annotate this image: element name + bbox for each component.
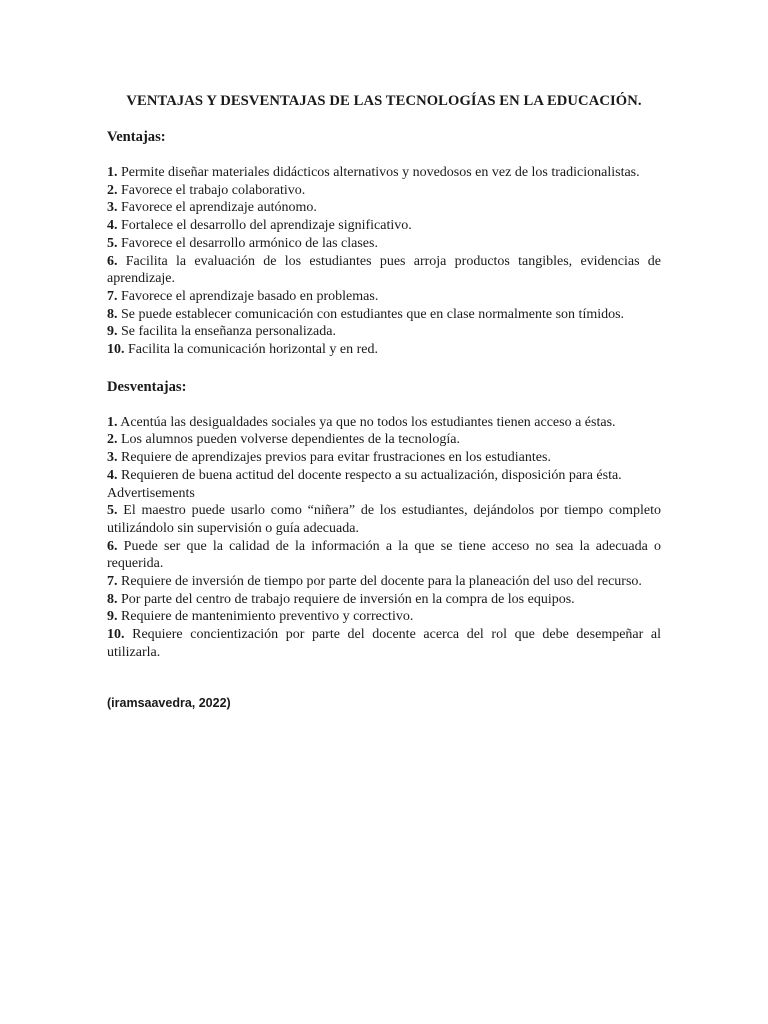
list-item — [107, 217, 661, 235]
item-text: Favorece el aprendizaje basado en problemas. — [121, 288, 379, 304]
desventajas-list — [107, 414, 661, 662]
item-number: 9. — [107, 609, 118, 625]
list-item — [107, 573, 661, 591]
item-number: 6. — [107, 538, 118, 554]
item-text: Facilita la evaluación de los estudiantes pues arroja productos tangibles, evidencias de aprendizaje. — [107, 253, 662, 287]
item-number: 10. — [107, 627, 125, 643]
item-number: 8. — [107, 591, 118, 607]
item-number: 5. — [107, 235, 118, 251]
ventajas-list — [107, 164, 661, 359]
list-item — [107, 164, 661, 182]
document-page — [107, 92, 661, 711]
list-item — [107, 306, 661, 324]
list-item — [107, 591, 661, 609]
item-text: Acentúa las desigualdades sociales ya que no todos los estudiantes tienen acceso a éstas. — [120, 414, 616, 430]
list-item — [107, 608, 661, 626]
item-number: 9. — [107, 324, 118, 340]
item-number: 2. — [107, 432, 118, 448]
document-title: VENTAJAS Y DESVENTAJAS DE LAS TECNOLOGÍAS EN LA EDUCACIÓN. — [126, 93, 642, 109]
item-number: 5. — [107, 503, 118, 519]
item-text: El maestro puede usarlo como “niñera” de los estudiantes, dejándolos por tiempo completo utilizándolo sin supervisión o guía adecuada. — [107, 503, 662, 536]
item-number: 4. — [107, 218, 118, 234]
item-text: Favorece el aprendizaje autónomo. — [121, 200, 317, 216]
desventajas-heading: Desventajas: — [107, 378, 187, 395]
item-number: 3. — [107, 450, 118, 466]
item-text: Requiere de aprendizajes previos para evitar frustraciones en los estudiantes. — [121, 450, 551, 466]
item-text: Requieren de buena actitud del docente respecto a su actualización, disposición para ésta. — [121, 467, 622, 483]
item-number: 8. — [107, 306, 118, 322]
item-text: Facilita la comunicación horizontal y en red. — [128, 342, 378, 358]
item-number: 3. — [107, 200, 118, 216]
item-text: Favorece el desarrollo armónico de las clases. — [121, 235, 378, 251]
list-item — [107, 288, 661, 306]
item-number: 4. — [107, 467, 118, 483]
item-text: Favorece el trabajo colaborativo. — [121, 182, 306, 198]
list-item — [107, 414, 661, 432]
item-number: 2. — [107, 182, 118, 198]
list-item — [107, 431, 661, 449]
item-text: Requiere concientización por parte del docente acerca del rol que debe desempeñar al utilizarla. — [107, 627, 662, 660]
list-item — [107, 323, 661, 341]
item-number: 7. — [107, 574, 118, 590]
item-text: Permite diseñar materiales didácticos alternativos y novedosos en vez de los tradicionalistas. — [121, 165, 640, 180]
item-number: 1. — [107, 414, 118, 430]
advertisements-label: Advertisements — [107, 485, 195, 501]
citation: (iramsaavedra, 2022) — [107, 695, 231, 710]
list-item — [107, 449, 661, 467]
item-number: 10. — [107, 342, 125, 358]
ventajas-heading: Ventajas: — [107, 129, 166, 145]
item-text: Se puede establecer comunicación con estudiantes que en clase normalmente son tímidos. — [121, 306, 625, 322]
list-item — [107, 253, 661, 288]
list-item — [107, 467, 661, 485]
item-text: Requiere de mantenimiento preventivo y correctivo. — [121, 609, 414, 625]
list-item — [107, 538, 661, 573]
item-number: 6. — [107, 253, 118, 269]
item-text: Los alumnos pueden volverse dependientes de la tecnología. — [121, 432, 461, 448]
list-item — [107, 199, 661, 217]
item-text: Puede ser que la calidad de la información a la que se tiene acceso no sea la adecuada o requerida. — [107, 538, 661, 572]
list-item — [107, 182, 661, 200]
list-item — [107, 626, 661, 661]
item-text: Se facilita la enseñanza personalizada. — [121, 324, 336, 340]
item-text: Requiere de inversión de tiempo por parte del docente para la planeación del uso del recurso. — [121, 574, 642, 590]
list-item — [107, 235, 661, 253]
item-number: 7. — [107, 288, 118, 304]
item-text: Por parte del centro de trabajo requiere de inversión en la compra de los equipos. — [121, 591, 575, 607]
item-text: Fortalece el desarrollo del aprendizaje significativo. — [121, 218, 412, 234]
list-item — [107, 502, 661, 537]
item-number: 1. — [107, 165, 118, 180]
list-item — [107, 341, 661, 359]
